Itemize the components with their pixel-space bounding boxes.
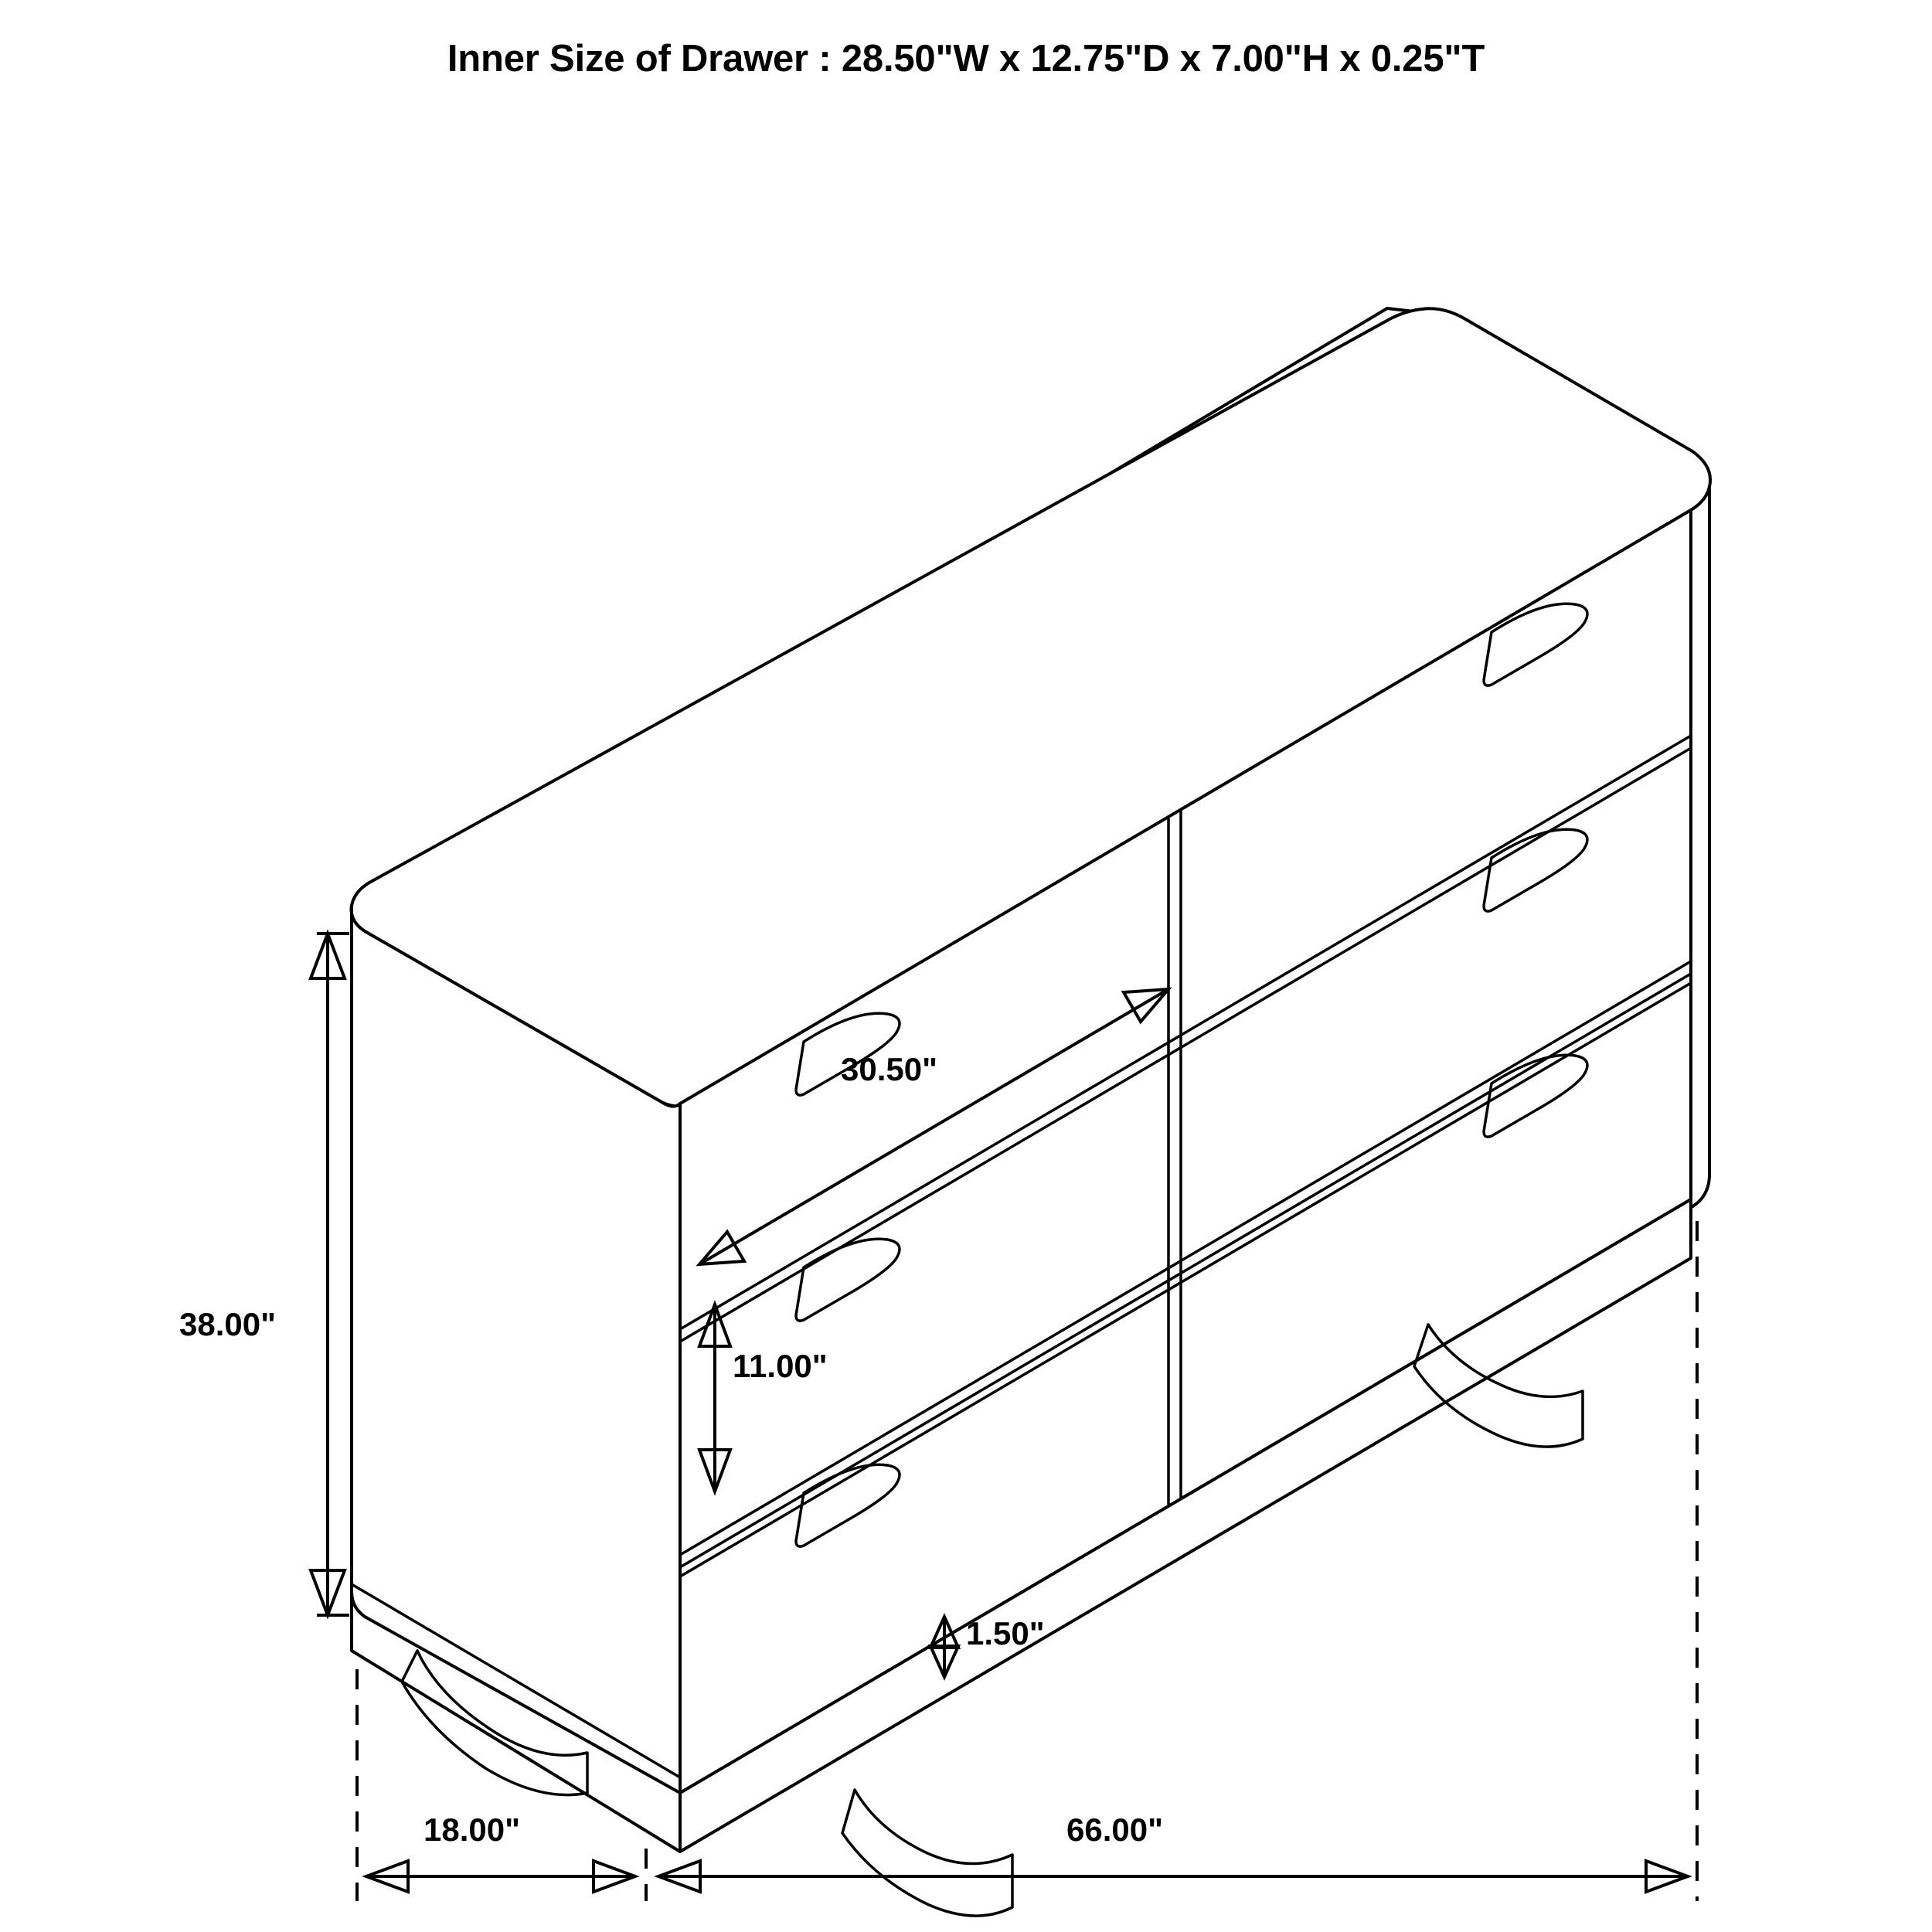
label-width: 66.00" <box>1066 1811 1164 1848</box>
cabinet-foot-center <box>842 1790 1012 1916</box>
dimension-width-66 <box>658 1861 1688 1892</box>
label-base-height: 1.50" <box>966 1615 1045 1651</box>
dimension-depth-18 <box>366 1861 635 1892</box>
label-drawer-inner-width: 30.50" <box>841 1051 938 1087</box>
label-drawer-front-height: 11.00" <box>733 1348 828 1384</box>
page-title: Inner Size of Drawer : 28.50"W x 12.75"D x 7.00"H x 0.25"T <box>447 38 1485 80</box>
label-depth: 18.00" <box>423 1811 521 1848</box>
dimension-height-38 <box>311 934 349 1615</box>
label-height: 38.00" <box>179 1306 277 1342</box>
